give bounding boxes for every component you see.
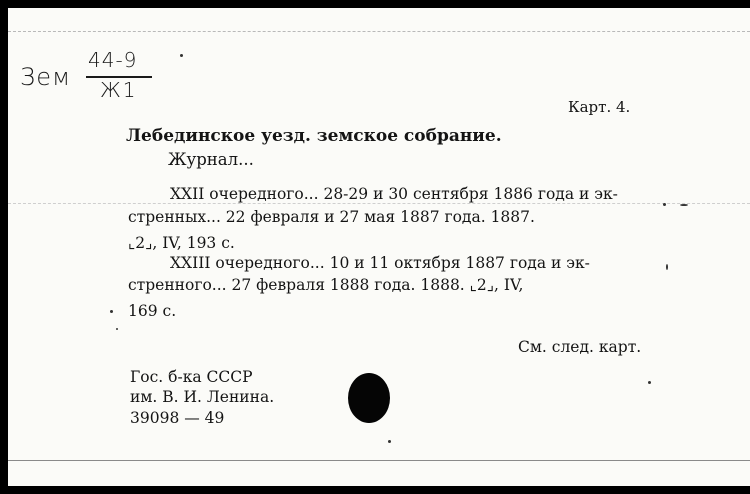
speck <box>388 440 391 443</box>
speck <box>680 204 688 206</box>
library-stamp-line: Гос. б-ка СССР <box>130 368 253 386</box>
card-heading: Лебединское уезд. земское собрание. <box>126 126 502 146</box>
speck <box>648 381 651 384</box>
card-number: Карт. 4. <box>568 98 631 116</box>
entry-line: ⌞2⌟, IV, 193 с. <box>128 234 235 252</box>
speck <box>116 328 118 330</box>
speck <box>666 264 668 270</box>
entry-line: XXIII очередного... 10 и 11 октября 1887 года и эк- <box>170 254 590 272</box>
handwritten-code-top: 44-9 <box>88 48 138 72</box>
handwritten-code-bottom: Ж1 <box>100 78 138 102</box>
speck <box>180 54 183 57</box>
faint-fold-line <box>8 203 750 204</box>
punch-hole <box>348 373 390 423</box>
handwritten-prefix: Зем <box>20 63 72 91</box>
speck <box>110 310 113 313</box>
entry-line: 169 с. <box>128 302 177 320</box>
library-stamp-line: им. В. И. Ленина. <box>130 388 275 406</box>
entry-line: XXII очередного... 28-29 и 30 сентября 1886 года и эк- <box>170 185 618 203</box>
journal-label: Журнал... <box>168 150 254 169</box>
library-stamp-line: 39098 — 49 <box>130 409 225 427</box>
entry-line: стренных... 22 февраля и 27 мая 1887 года. 1887. <box>128 208 535 226</box>
speck <box>663 203 666 206</box>
entry-line: стренного... 27 февраля 1888 года. 1888. ⌞2⌟, IV, <box>128 276 524 294</box>
bottom-edge-line <box>8 460 750 461</box>
top-edge-line <box>8 31 750 32</box>
catalog-card <box>8 8 750 486</box>
see-next-card-note: См. след. карт. <box>518 338 642 356</box>
